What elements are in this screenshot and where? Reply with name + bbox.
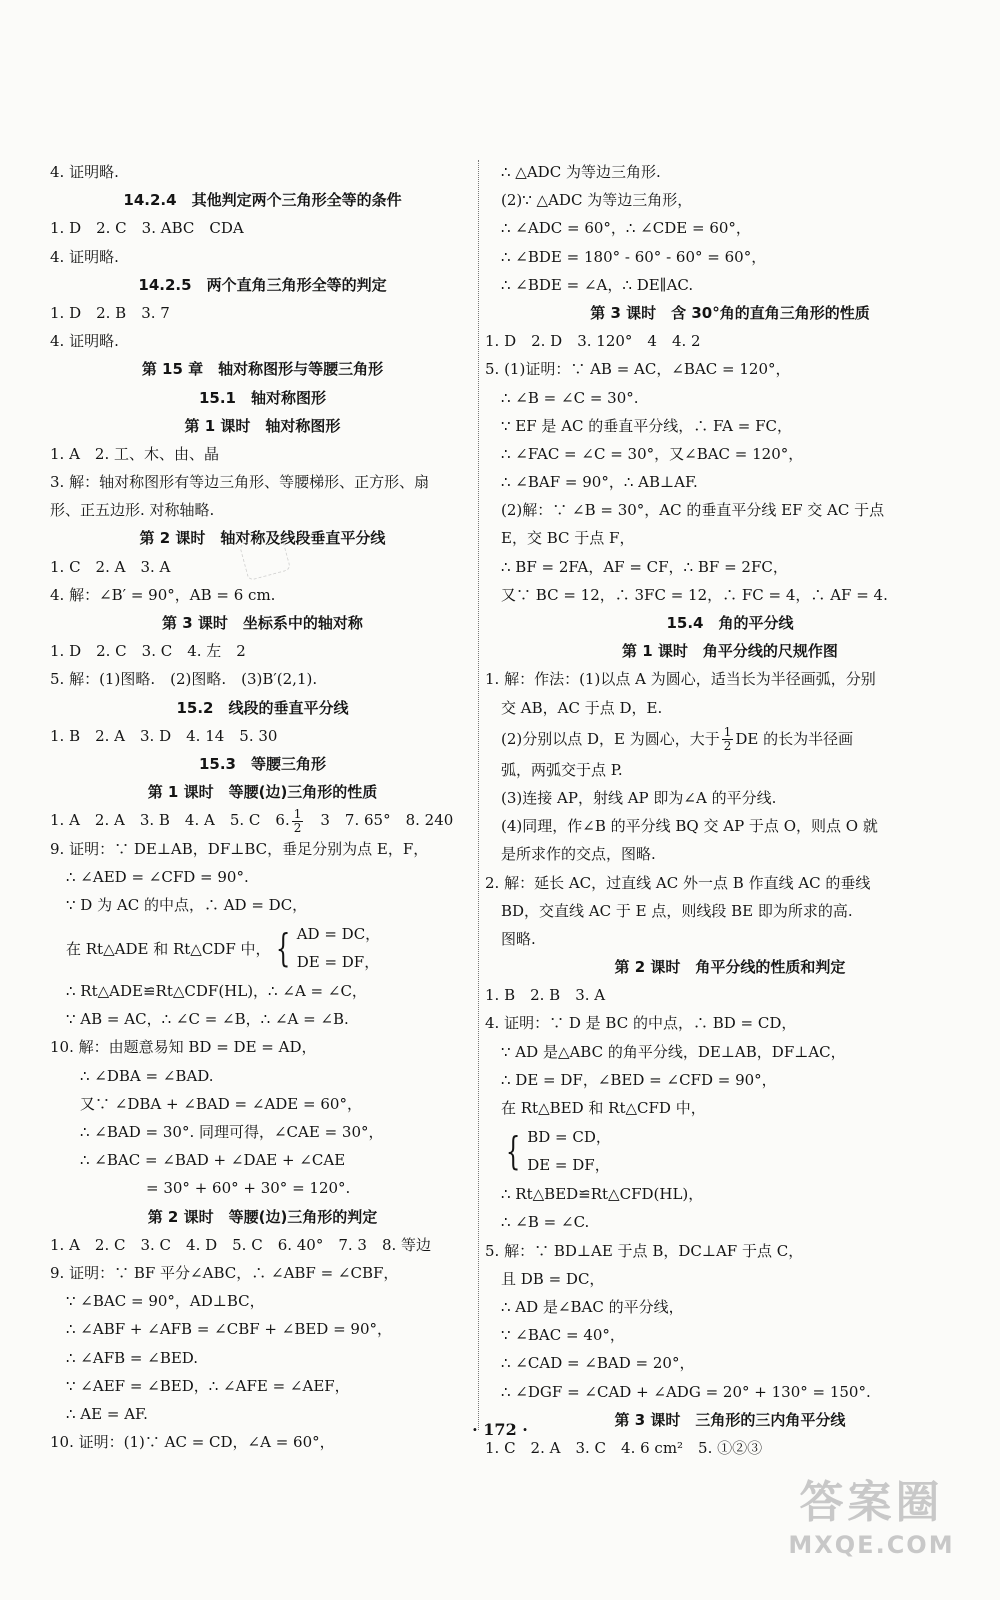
answer-line: ∴ ∠B = ∠C = 30°. xyxy=(501,388,639,407)
answer-line: 1. B 2. A 3. D 4. 14 5. 30 xyxy=(50,726,278,745)
section-heading: 第 2 课时 等腰(边)三角形的判定 xyxy=(147,1207,378,1226)
answer-line: 10. 证明：(1)∵ AC = CD，∠A = 60°， xyxy=(50,1433,335,1452)
section-heading: 15.3 等腰三角形 xyxy=(198,754,326,773)
answer-line: ∴ ∠ABF + ∠AFB = ∠CBF + ∠BED = 90°， xyxy=(66,1320,393,1339)
answer-line: ∴ ∠ADC = 60°，∴ ∠CDE = 60°， xyxy=(501,219,751,238)
answer-line: (2)解：∵ ∠B = 30°，AC 的垂直平分线 EF 交 AC 于点 xyxy=(501,501,885,520)
watermark-logo xyxy=(769,1477,974,1572)
left-answer-column xyxy=(50,158,475,1456)
answer-line: 9. 证明：∵ DE⊥AB，DF⊥BC，垂足分别为点 E，F， xyxy=(50,839,429,858)
page-number: · 172 · xyxy=(472,1420,528,1439)
answer-line: ∴ △ADC 为等边三角形. xyxy=(501,163,661,181)
answer-line: ∴ ∠CAD = ∠BAD = 20°， xyxy=(501,1354,695,1373)
answer-line: ∵ ∠BAC = 90°，AD⊥BC， xyxy=(66,1292,265,1311)
line-text-after: DE 的长为半径画 xyxy=(735,729,854,748)
answer-line: 在 Rt△BED 和 Rt△CFD 中， xyxy=(501,1099,706,1117)
line-text: (2)分别以点 D，E 为圆心，大于 xyxy=(501,729,720,748)
fraction xyxy=(292,808,304,835)
answer-line: 图略. xyxy=(501,929,536,948)
answer-line: 形、正五边形. 对称轴略. xyxy=(50,501,215,520)
answer-line: ∴ ∠BAC = ∠BAD + ∠DAE + ∠CAE xyxy=(80,1151,346,1170)
section-heading: 第 2 课时 角平分线的性质和判定 xyxy=(614,958,846,977)
answer-line: ∴ ∠DBA = ∠BAD. xyxy=(80,1066,214,1085)
answer-line: 4. 证明：∵ D 是 BC 的中点，∴ BD = CD， xyxy=(485,1014,797,1033)
answer-line: 10. 解：由题意易知 BD = DE = AD， xyxy=(50,1038,317,1057)
answer-line: 是所求作的交点，图略. xyxy=(501,845,656,864)
answer-line: ∴ AE = AF. xyxy=(66,1404,148,1423)
brace-row: DE = DF， xyxy=(527,1156,610,1175)
answer-line: 4. 证明略. xyxy=(50,247,119,266)
section-heading: 第 1 课时 轴对称图形 xyxy=(184,416,341,435)
fraction-denominator: 2 xyxy=(293,820,302,835)
answer-line: E，交 BC 于点 F， xyxy=(501,529,635,548)
answer-line: ∵ D 为 AC 的中点，∴ AD = DC， xyxy=(66,895,308,914)
answer-line xyxy=(485,722,975,756)
answer-line: 5. 解：(1)图略. (2)图略. (3)B′(2,1). xyxy=(50,670,318,689)
section-heading: 15.2 线段的垂直平分线 xyxy=(176,698,349,717)
answer-line: ∴ Rt△ADE≌Rt△CDF(HL)，∴ ∠A = ∠C， xyxy=(66,982,367,1001)
answer-line: (2)∵ △ADC 为等边三角形， xyxy=(501,191,693,210)
answer-line: 又∵ ∠DBA + ∠BAD = ∠ADE = 60°， xyxy=(80,1094,362,1113)
answer-line: 1. D 2. B 3. 7 xyxy=(50,303,170,322)
fraction-denominator: 2 xyxy=(723,739,732,754)
answer-line: 1. A 2. C 3. C 4. D 5. C 6. 40° 7. 3 8. 等边 xyxy=(50,1235,432,1254)
answer-line: ∵ AD 是△ABC 的角平分线，DE⊥AB，DF⊥AC， xyxy=(501,1042,846,1061)
answer-line: 1. C 2. A 3. A xyxy=(50,557,171,576)
section-heading: 15.4 角的平分线 xyxy=(666,614,794,632)
fraction-numerator: 1 xyxy=(723,725,732,740)
left-brace: { xyxy=(275,926,290,971)
answer-line: 1. A 2. 工、木、由、晶 xyxy=(50,444,219,463)
brace-row: AD = DC， xyxy=(296,925,381,944)
fraction-numerator: 1 xyxy=(293,806,302,821)
brace-row: BD = CD， xyxy=(527,1128,611,1147)
answer-line: 又∵ BC = 12，∴ 3FC = 12，∴ FC = 4，∴ AF = 4. xyxy=(501,585,888,604)
answer-line: BD，交直线 AC 于 E 点，则线段 BE 即为所求的高. xyxy=(501,901,853,920)
answer-line: ∵ EF 是 AC 的垂直平分线，∴ FA = FC， xyxy=(501,416,792,435)
answer-line: ∴ DE = DF，∠BED = ∠CFD = 90°， xyxy=(501,1070,777,1089)
answer-line: 1. B 2. B 3. A xyxy=(485,986,606,1005)
answer-line: 1. D 2. D 3. 120° 4 4. 2 xyxy=(485,332,701,351)
answer-line: 5. 解：∵ BD⊥AE 于点 B，DC⊥AF 于点 C， xyxy=(485,1241,804,1260)
watermark-bottom-text: MXQE.COM xyxy=(788,1531,955,1559)
answer-line: 4. 证明略. xyxy=(50,332,119,351)
brace-row: DE = DF， xyxy=(296,953,380,972)
answer-line xyxy=(50,806,475,834)
answer-line: ∴ BF = 2FA，AF = CF，∴ BF = 2FC， xyxy=(501,557,788,576)
right-answer-column xyxy=(485,158,975,1462)
answer-line: ∴ ∠DGF = ∠CAD + ∠ADG = 20° + 130° = 150°. xyxy=(501,1382,871,1401)
section-heading: 第 1 课时 角平分线的尺规作图 xyxy=(622,642,838,661)
answer-line: ∵ ∠AEF = ∠BED，∴ ∠AFE = ∠AEF， xyxy=(66,1376,350,1395)
section-heading: 第 15 章 轴对称图形与等腰三角形 xyxy=(141,360,384,379)
answer-line: (4)同理，作∠B 的平分线 BQ 交 AP 于点 O，则点 O 就 xyxy=(501,817,878,836)
answer-line: 弧，两弧交于点 P. xyxy=(501,760,623,779)
answer-line: ∴ ∠BAD = 30°. 同理可得，∠CAE = 30°， xyxy=(80,1123,384,1141)
answer-line: 1. C 2. A 3. C 4. 6 cm² 5. ①②③ xyxy=(485,1438,763,1457)
answer-line: 1. D 2. C 3. ABC CDA xyxy=(50,219,244,238)
answer-line: 5. (1)证明：∵ AB = AC，∠BAC = 120°， xyxy=(485,360,791,379)
answer-line: ∵ AB = AC，∴ ∠C = ∠B，∴ ∠A = ∠B. xyxy=(66,1010,349,1029)
answer-line: (3)连接 AP，射线 AP 即为∠A 的平分线. xyxy=(501,788,777,807)
answer-line: ∴ ∠AFB = ∠BED. xyxy=(66,1348,199,1367)
answer-line: = 30° + 60° + 30° = 120°. xyxy=(146,1179,351,1198)
answer-line: 4. 解：∠B′ = 90°，AB = 6 cm. xyxy=(50,585,276,604)
answer-line: ∴ ∠BDE = ∠A，∴ DE∥AC. xyxy=(501,275,694,294)
answer-line: 1. 解：作法：(1)以点 A 为圆心，适当长为半径画弧，分别 xyxy=(485,670,876,689)
brace-equation-block xyxy=(485,1122,975,1180)
answer-line: 3. 解：轴对称图形有等边三角形、等腰梯形、正方形、扇 xyxy=(50,473,430,492)
column-divider xyxy=(478,160,479,1430)
brace-lead-text: 在 Rt△ADE 和 Rt△CDF 中， xyxy=(66,939,271,958)
section-heading: 第 3 课时 三角形的三内角平分线 xyxy=(614,1410,846,1429)
section-heading: 第 3 课时 含 30°角的直角三角形的性质 xyxy=(590,303,870,322)
answer-line: 2. 解：延长 AC，过直线 AC 外一点 B 作直线 AC 的垂线 xyxy=(485,873,871,892)
fraction xyxy=(722,726,734,753)
line-text: 1. A 2. A 3. B 4. A 5. C 6. xyxy=(50,811,290,830)
section-heading: 14.2.5 两个直角三角形全等的判定 xyxy=(138,275,387,294)
brace-rows xyxy=(297,920,380,976)
answer-line: 且 DB = DC， xyxy=(501,1269,605,1288)
answer-line: ∴ ∠BDE = 180° - 60° - 60° = 60°， xyxy=(501,247,767,266)
section-heading: 15.1 轴对称图形 xyxy=(198,388,326,407)
section-heading: 第 3 课时 坐标系中的轴对称 xyxy=(162,614,363,632)
answer-line: ∴ ∠FAC = ∠C = 30°，又∠BAC = 120°， xyxy=(501,444,804,463)
left-brace: { xyxy=(505,1129,521,1174)
answer-line: 1. D 2. C 3. C 4. 左 2 xyxy=(50,642,246,661)
answer-line: ∵ ∠BAC = 40°， xyxy=(501,1326,625,1345)
brace-equation-block xyxy=(50,919,475,977)
answer-line: 4. 证明略. xyxy=(50,163,119,181)
answer-line: ∴ AD 是∠BAC 的平分线， xyxy=(501,1297,684,1316)
line-text-after: 3 7. 65° 8. 240 xyxy=(305,811,454,830)
answer-line: ∴ ∠BAF = 90°，∴ AB⊥AF. xyxy=(501,473,698,492)
section-heading: 第 2 课时 轴对称及线段垂直平分线 xyxy=(139,529,386,548)
watermark-top-text: 答案圈 xyxy=(799,1477,944,1528)
section-heading: 14.2.4 其他判定两个三角形全等的条件 xyxy=(123,191,402,210)
section-heading: 第 1 课时 等腰(边)三角形的性质 xyxy=(147,783,378,802)
answer-line: ∴ ∠AED = ∠CFD = 90°. xyxy=(66,867,249,886)
answer-line: ∴ ∠B = ∠C. xyxy=(501,1213,590,1232)
answer-line: 9. 证明：∵ BF 平分∠ABC，∴ ∠ABF = ∠CBF， xyxy=(50,1263,399,1282)
answer-line: ∴ Rt△BED≌Rt△CFD(HL)， xyxy=(501,1185,704,1204)
brace-rows xyxy=(527,1123,611,1179)
answer-line: 交 AB，AC 于点 D，E. xyxy=(501,698,663,717)
